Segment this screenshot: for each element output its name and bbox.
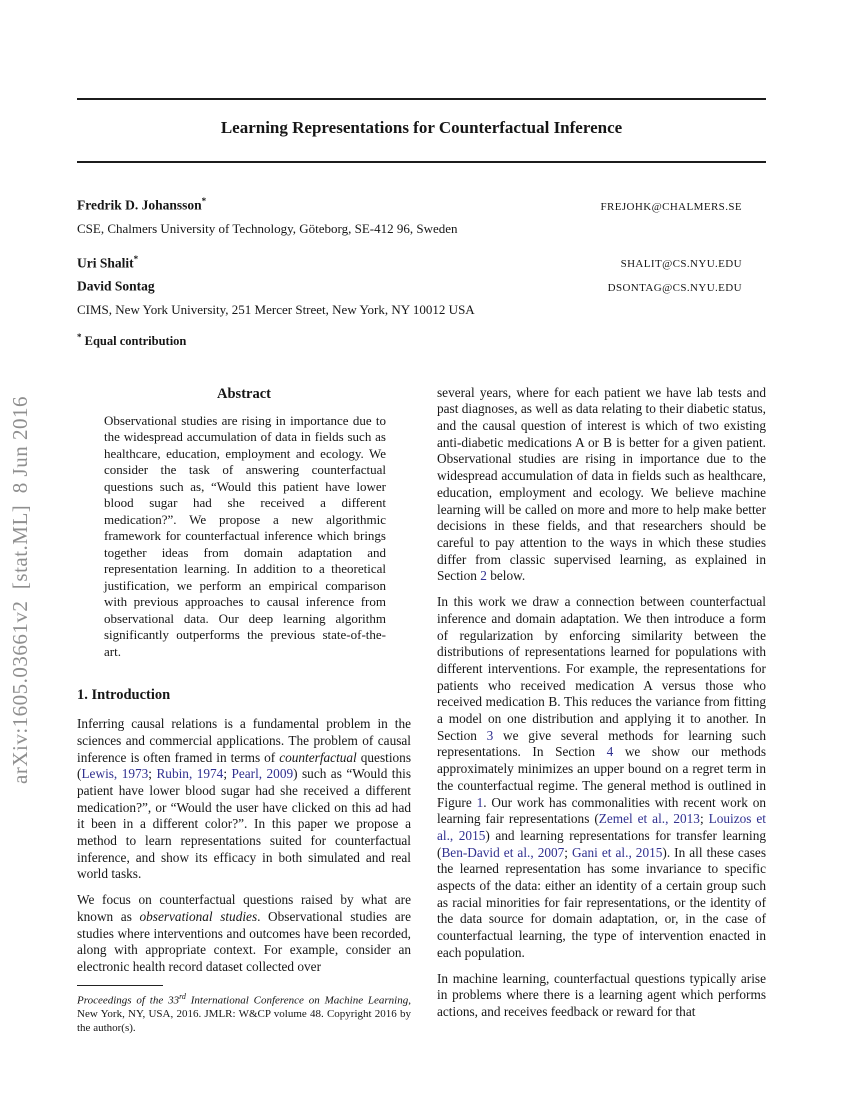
author-row bbox=[77, 250, 766, 274]
text-segment: . Observational studies are studies where interventions and outcomes have been recorded, along with appropriate context. For example, consider an electronic health record dataset collected over bbox=[77, 908, 412, 974]
author-email: SHALIT@CS.NYU.EDU bbox=[620, 258, 742, 270]
citation-link[interactable]: Pearl, 2009 bbox=[231, 766, 294, 782]
text-segment: In this work we draw a connection between counterfactual inference and domain adaptation. We then introduce a form of regularization by enforcing similarity between the distributions of representations learned for populations with different interventions. For example, the representations for patients who received medication A versus those who received medication B. This reduces the variance from fitting a model on one distribution and applying it to another. In Section bbox=[437, 594, 766, 743]
text-segment: International Conference on Machine Learning bbox=[185, 994, 409, 1007]
citation-link[interactable]: Ben-David et al., 2007 bbox=[441, 844, 565, 860]
page-content bbox=[77, 0, 766, 1036]
text-segment: ; bbox=[564, 844, 573, 860]
abstract-text: Observational studies are rising in importance due to the widespread accumulation of data in fields such as healthcare, education, employment and ecology. We consider the task of answering counterfactual questions such as, “Would this patient have lower blood sugar had she received a different medication?”. We propose a new algorithmic framework for counterfactual inference which brings together ideas from domain adaptation and representation learning. In addition to a theoretical justification, we perform an empirical comparison with previous approaches to causal inference from observational data. Our deep learning algorithm significantly outperforms the previous state-of-the-art. bbox=[104, 412, 386, 659]
author-group bbox=[77, 250, 766, 318]
citation-link[interactable]: 4 bbox=[606, 744, 614, 760]
text-segment: , New York, NY, USA, 2016. JMLR: W&CP volume 48. Copyright 2016 by the author(s). bbox=[77, 994, 411, 1034]
text-segment: We focus on counterfactual questions raised by what are known as bbox=[77, 892, 411, 924]
footnote bbox=[77, 985, 411, 1036]
citation-link[interactable]: Rubin, 1974 bbox=[156, 766, 224, 782]
text-segment: ; bbox=[148, 766, 157, 782]
author-name bbox=[77, 250, 138, 273]
paper-title: Learning Representations for Counterfactual Inference bbox=[220, 118, 623, 137]
author-mark: * bbox=[133, 253, 139, 264]
title-rule-bottom bbox=[77, 161, 766, 163]
citation-link[interactable]: Lewis, 1973 bbox=[81, 766, 149, 782]
right-column bbox=[437, 385, 766, 1036]
text-segment: In machine learning, counterfactual questions typically arise in problems where there is a learning agent which performs actions, and receives feedback or reward for that bbox=[437, 970, 766, 1019]
author-mark: * bbox=[201, 196, 207, 206]
text-segment: observational studies bbox=[139, 908, 258, 924]
text-segment: ; bbox=[223, 766, 232, 782]
citation-link[interactable]: 2 bbox=[480, 568, 487, 584]
footnote-rule bbox=[77, 985, 163, 986]
text-segment: ). In all these cases the learned representation has some invariance to specific aspects of the data: either an identity of a certain group such as racial minorities for fair representations, or the identity of the data source for domain adaptation, or, in the case of counterfactual learning, the type of intervention enacted in each population. bbox=[437, 844, 766, 960]
author-group bbox=[77, 192, 766, 237]
text-segment: . Our work has commonalities with recent work on learning fair representations ( bbox=[437, 794, 766, 827]
author-email: FREJOHK@CHALMERS.SE bbox=[600, 200, 742, 213]
equal-contribution-text: Equal contribution bbox=[84, 333, 187, 348]
paragraph bbox=[77, 892, 411, 976]
section-heading-introduction: 1. Introduction bbox=[77, 687, 171, 704]
author-affiliation: CSE, Chalmers University of Technology, Göteborg, SE-412 96, Sweden bbox=[77, 220, 458, 236]
author-name-text: Fredrik D. Johansson bbox=[77, 197, 202, 213]
paragraph bbox=[437, 385, 766, 585]
equal-contribution-note bbox=[77, 332, 766, 349]
author-email: DSONTAG@CS.NYU.EDU bbox=[607, 281, 742, 294]
arxiv-watermark: arXiv:1605.03661v2 [stat.ML] 8 Jun 2016 bbox=[8, 396, 32, 784]
text-segment: ) such as “Would this patient have lower blood sugar had she received a different medication?”, or “Would the user have clicked on this ad had it been in a different color?”. In this paper we propose a method to learn representations suited for counterfactual inference, and show its efficacy in both simulated and real world tasks. bbox=[77, 766, 411, 882]
author-row bbox=[77, 192, 766, 216]
paragraph bbox=[437, 971, 766, 1021]
two-column-body bbox=[77, 385, 766, 1036]
author-name-text: Uri Shalit bbox=[77, 255, 134, 270]
citation-link[interactable]: 3 bbox=[486, 727, 494, 743]
footnote-text bbox=[77, 990, 411, 1036]
author-name bbox=[77, 192, 206, 215]
citation-link[interactable]: Louizos et al., 2015 bbox=[437, 811, 766, 843]
paragraph bbox=[437, 594, 766, 961]
text-segment: counterfactual bbox=[279, 749, 357, 765]
left-column bbox=[77, 385, 411, 1036]
abstract-heading: Abstract bbox=[217, 385, 271, 402]
equal-contribution-mark: * bbox=[77, 331, 82, 342]
text-segment: ; bbox=[699, 811, 709, 827]
author-name-text: David Sontag bbox=[77, 278, 155, 294]
title-rule-top bbox=[77, 98, 766, 100]
paragraph bbox=[77, 716, 411, 883]
text-segment: we show our methods approximately minimizes an upper bound on a regret term in the counterfactual regime. The general method is outlined in Figure bbox=[437, 744, 766, 810]
text-segment: we give several methods for learning such representations. In Section bbox=[437, 727, 766, 760]
citation-link[interactable]: 1 bbox=[476, 794, 484, 810]
text-segment: several years, where for each patient we have lab tests and past diagnoses, as well as data relating to their diabetic status, and the causal question of interest is which of two existing anti-diabetic medications A or B is better for a given patient. Observational studies are rising in importance due to the widespread accumulation of data in fields such as healthcare, education, employment and ecology. We believe machine learning will be called on more and more to help make better decisions in these fields, and that researchers should be careful to pay attention to the ways in which these studies differ from classic supervised learning, as explained in Section bbox=[437, 384, 766, 584]
text-segment: below. bbox=[486, 568, 526, 584]
text-segment: rd bbox=[179, 991, 186, 1001]
author-row bbox=[77, 273, 766, 297]
text-segment: Inferring causal relations is a fundamental problem in the sciences and commercial applications. The problem of causal inference is often framed in terms of bbox=[77, 716, 411, 765]
citation-link[interactable]: Zemel et al., 2013 bbox=[598, 811, 700, 827]
author-block bbox=[77, 192, 766, 349]
author-affiliation: CIMS, New York University, 251 Mercer Street, New York, NY 10012 USA bbox=[77, 301, 475, 317]
text-segment: questions ( bbox=[77, 749, 411, 782]
author-name bbox=[77, 273, 155, 296]
citation-link[interactable]: Gani et al., 2015 bbox=[572, 844, 663, 860]
text-segment: ) and learning representations for transfer learning ( bbox=[437, 827, 766, 860]
text-segment: Proceedings of the 33 bbox=[77, 994, 180, 1007]
